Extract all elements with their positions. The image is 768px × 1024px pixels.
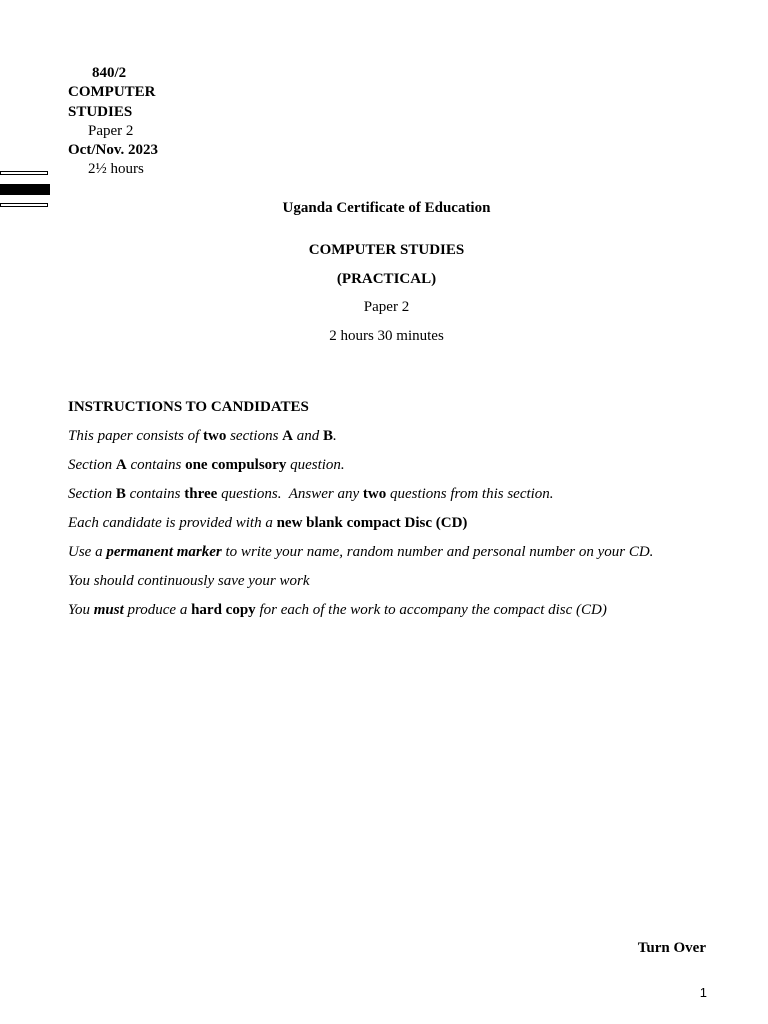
text: Use a — [68, 544, 107, 560]
instruction-line-2 — [68, 457, 345, 474]
text: two — [362, 486, 387, 502]
decorative-bar-middle — [0, 184, 50, 195]
instruction-line-4 — [68, 515, 467, 532]
text: two — [203, 428, 227, 444]
text: must — [93, 602, 124, 618]
text: hard copy — [191, 602, 256, 618]
text: You — [68, 602, 94, 618]
text: sections — [226, 428, 283, 444]
subject-line-2: STUDIES — [68, 104, 133, 120]
instruction-line-5 — [68, 544, 653, 561]
text: questions from this section. — [386, 486, 554, 502]
text: B — [115, 486, 126, 502]
instruction-line-6 — [68, 573, 310, 590]
text: produce a — [123, 602, 192, 618]
turn-over-label: Turn Over — [637, 940, 706, 956]
exam-paper: Paper 2 — [363, 299, 410, 315]
text: contains — [126, 457, 186, 473]
text: question. — [286, 457, 345, 473]
text: Section — [68, 457, 116, 473]
text: A — [115, 457, 127, 473]
text: You should continuously save your work — [68, 573, 310, 589]
page-number: 1 — [699, 985, 707, 1000]
text: Each candidate is provided with a — [68, 515, 277, 531]
text: to write your name, random number and personal number on your CD. — [221, 544, 654, 560]
text: . — [333, 428, 337, 444]
text: new blank compact Disc (CD) — [276, 515, 468, 531]
text: permanent marker — [106, 544, 222, 560]
text: for each of the work to accompany the compact disc (CD) — [255, 602, 607, 618]
instruction-line-7 — [68, 602, 607, 619]
text: A — [282, 428, 294, 444]
text: one compulsory — [185, 457, 287, 473]
instruction-line-3 — [68, 486, 554, 503]
text: This paper consists of — [68, 428, 204, 444]
exam-duration: 2 hours 30 minutes — [329, 328, 444, 344]
text: B — [323, 428, 334, 444]
text: questions. Answer any — [217, 486, 363, 502]
text: Section — [68, 486, 116, 502]
header-paper: Paper 2 — [88, 123, 134, 139]
exam-subject: COMPUTER STUDIES — [308, 242, 465, 258]
text: three — [184, 486, 218, 502]
paper-code: 840/2 — [92, 65, 127, 81]
exam-body: Uganda Certificate of Education — [282, 200, 491, 216]
instruction-line-1 — [68, 428, 337, 445]
text: contains — [125, 486, 185, 502]
instructions-heading: INSTRUCTIONS TO CANDIDATES — [68, 399, 309, 415]
header-session: Oct/Nov. 2023 — [68, 142, 158, 158]
exam-type: (PRACTICAL) — [336, 271, 437, 287]
subject-line-1: COMPUTER — [68, 84, 156, 100]
decorative-bar-top — [0, 171, 48, 175]
text: and — [293, 428, 324, 444]
header-duration: 2½ hours — [88, 161, 144, 177]
